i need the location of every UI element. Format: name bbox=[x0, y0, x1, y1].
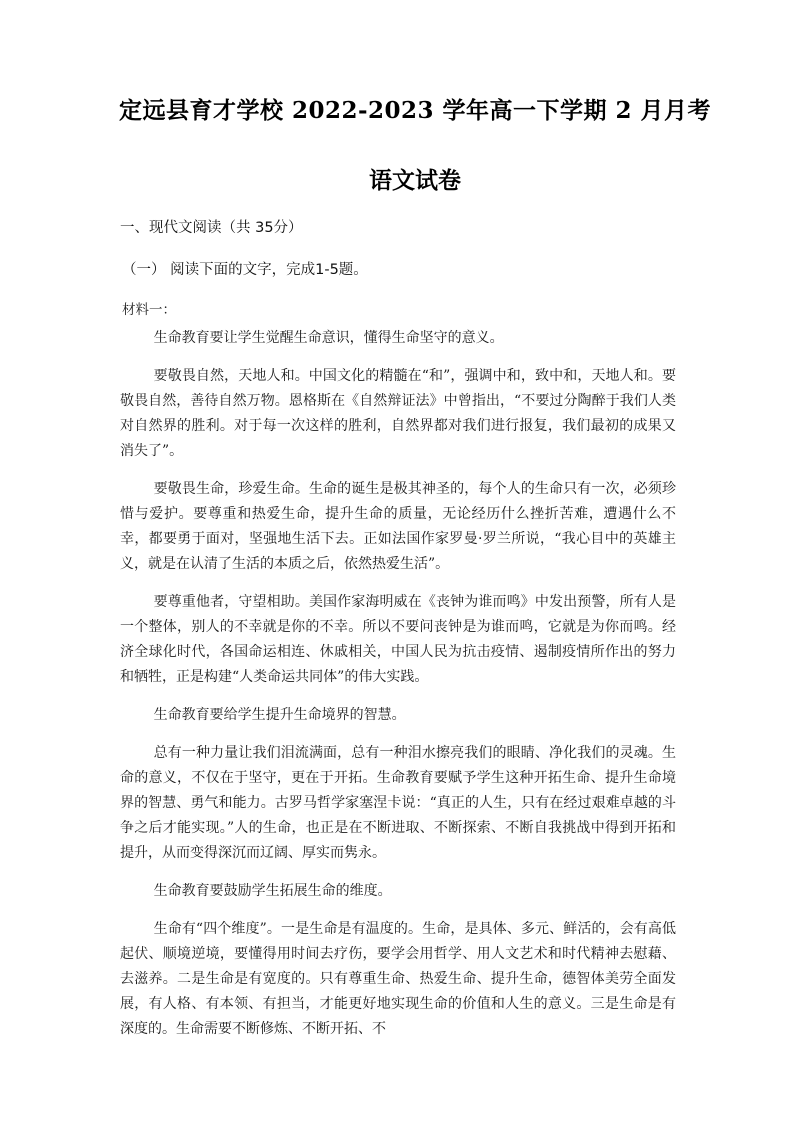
passage-paragraph: 生命有“四个维度”。一是生命是有温度的。生命，是具体、多元、鲜活的，会有高低起伏、顺境逆境，要懂得用时间去疗伤，要学会用哲学、用人文艺术和时代精神去慰藉、去滋养。二是生命是有宽度的。只有尊重生命、热爱生命、提升生命，德智体美劳全面发展，有人格、有本领、有担当，才能更好地实现生命的价值和人生的意义。三是生命是有深度的。生命需要不断修炼、不断开拓、不 bbox=[120, 921, 676, 1037]
passage-paragraph: 要敬畏生命，珍爱生命。生命的诞生是极其神圣的，每个人的生命只有一次，必须珍惜与爱护。要尊重和热爱生命，提升生命的质量，无论经历什么挫折苦难，遭遇什么不幸，都要勇于面对，坚强地生活下去。正如法国作家罗曼·罗兰所说，“我心目中的英雄主义，就是在认清了生活的本质之后，依然热爱生活”。 bbox=[120, 481, 676, 572]
passage-paragraph: 生命教育要鼓励学生拓展生命的维度。 bbox=[153, 883, 392, 899]
passage-paragraph: 要尊重他者，守望相助。美国作家海明威在《丧钟为谁而鸣》中发出预警，所有人是一个整体，别人的不幸就是你的不幸。所以不要问丧钟是为谁而鸣，它就是为你而鸣。经济全球化时代，各国命运相连、休戚相关，中国人民为抗击疫情、遏制疫情所作出的努力和牺牲，正是构建“人类命运共同体”的伟大实践。 bbox=[120, 594, 676, 685]
section-heading: 一、现代文阅读（共 35分） bbox=[120, 220, 303, 236]
reading-passage bbox=[120, 326, 676, 1055]
passage-paragraph: 生命教育要让学生觉醒生命意识，懂得生命坚守的意义。 bbox=[153, 330, 504, 346]
exam-title: 定远县育才学校 2022-2023 学年高一下学期 2 月月考 bbox=[118, 97, 712, 124]
passage-paragraph: 生命教育要给学生提升生命境界的智慧。 bbox=[153, 707, 406, 723]
exam-subtitle: 语文试卷 bbox=[369, 167, 461, 194]
material-label: 材料一： bbox=[122, 302, 176, 318]
passage-paragraph: 总有一种力量让我们泪流满面，总有一种泪水擦亮我们的眼睛、净化我们的灵魂。生命的意义，不仅在于坚守，更在于开拓。生命教育要赋予学生这种开拓生命、提升生命境界的智慧、勇气和能力。古罗马哲学家塞涅卡说：“真正的人生，只有在经过艰难卓越的斗争之后才能实现。”人的生命，也正是在不断进取、不断探索、不断自我挑战中得到开拓和提升，从而变得深沉而辽阔、厚实而隽永。 bbox=[120, 745, 676, 861]
reading-instruction: （一） 阅读下面的文字，完成1-5题。 bbox=[122, 262, 368, 278]
passage-paragraph: 要敬畏自然，天地人和。中国文化的精髓在“和”，强调中和，致中和，天地人和。要敬畏自然，善待自然万物。恩格斯在《自然辩证法》中曾指出，“不要过分陶醉于我们人类对自然界的胜利。对于每一次这样的胜利，自然界都对我们进行报复，我们最初的成果又消失了”。 bbox=[120, 368, 676, 459]
